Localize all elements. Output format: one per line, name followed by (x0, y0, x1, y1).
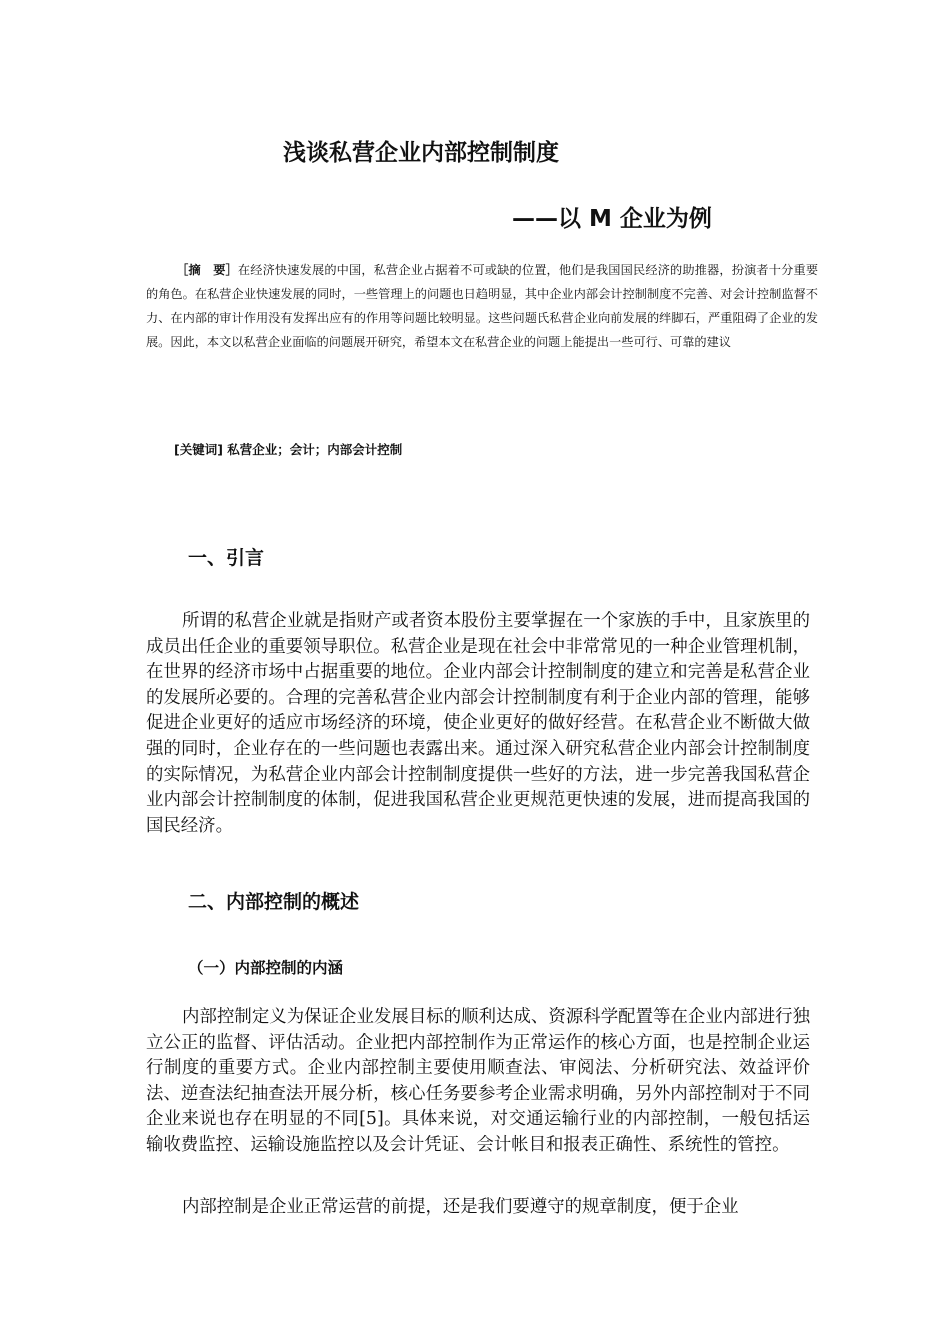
subsection-heading-connotation: （一）内部控制的内涵 (188, 959, 344, 977)
continuation-paragraph (146, 1195, 810, 1221)
introduction-text: 所谓的私营企业就是指财产或者资本股份主要掌握在一个家族的手中，且家族里的成员出任企业的重要领导职位。私营企业是现在社会中非常常见的一种企业管理机制，在世界的经济市场中占据重要的地位。企业内部会计控制制度的建立和完善是私营企业的发展所必要的。合理的完善私营企业内部会计控制制度有利于企业内部的管理，能够促进企业更好的适应市场经济的环境，使企业更好的做好经营。在私营企业不断做大做强的同时，企业存在的一些问题也表露出来。通过深入研究私营企业内部会计控制制度的实际情况，为私营企业内部会计控制制度提供一些好的方法，进一步完善我国私营企业内部会计控制制度的体制，促进我国私营企业更规范更快速的发展，进而提高我国的国民经济。 (146, 611, 810, 836)
continuation-text: 内部控制是企业正常运营的前提，还是我们要遵守的规章制度，便于企业 (182, 1197, 739, 1217)
document-title: 浅谈私营企业内部控制制度 (283, 140, 559, 166)
connotation-paragraph (146, 1005, 810, 1159)
section-heading-introduction: 一、引言 (188, 547, 265, 569)
keywords: [关键词] 私营企业；会计；内部会计控制 (174, 442, 403, 457)
document-subtitle: ——以 M 企业为例 (512, 206, 712, 232)
abstract (146, 258, 818, 354)
introduction-paragraph (146, 609, 810, 839)
abstract-text: 在经济快速发展的中国，私营企业占据着不可或缺的位置，他们是我国国民经济的助推器，扮演者十分重要的角色。在私营企业快速发展的同时，一些管理上的问题也日趋明显，其中企业内部会计控制制度不完善、对会计控制监督不力、在内部的审计作用没有发挥出应有的作用等问题比较明显。这些问题氏私营企业向前发展的绊脚石，严重阻碍了企业的发展。因此，本文以私营企业面临的问题展开研究，希望本文在私营企业的问题上能提出一些可行、可靠的建议 (146, 263, 819, 349)
connotation-text: 内部控制定义为保证企业发展目标的顺利达成、资源科学配置等在企业内部进行独立公正的监督、评估活动。企业把内部控制作为正常运作的核心方面，也是控制企业运行制度的重要方式。企业内部控制主要使用顺查法、审阅法、分析研究法、效益评价法、逆查法纪抽查法开展分析，核心任务要参考企业需求明确，另外内部控制对于不同企业来说也存在明显的不同[5]。具体来说，对交通运输行业的内部控制，一般包括运输收费监控、运输设施监控以及会计凭证、会计帐目和报表正确性、系统性的管控。 (146, 1007, 810, 1155)
abstract-label: ［摘 要］ (176, 263, 238, 277)
section-heading-overview: 二、内部控制的概述 (188, 891, 360, 913)
